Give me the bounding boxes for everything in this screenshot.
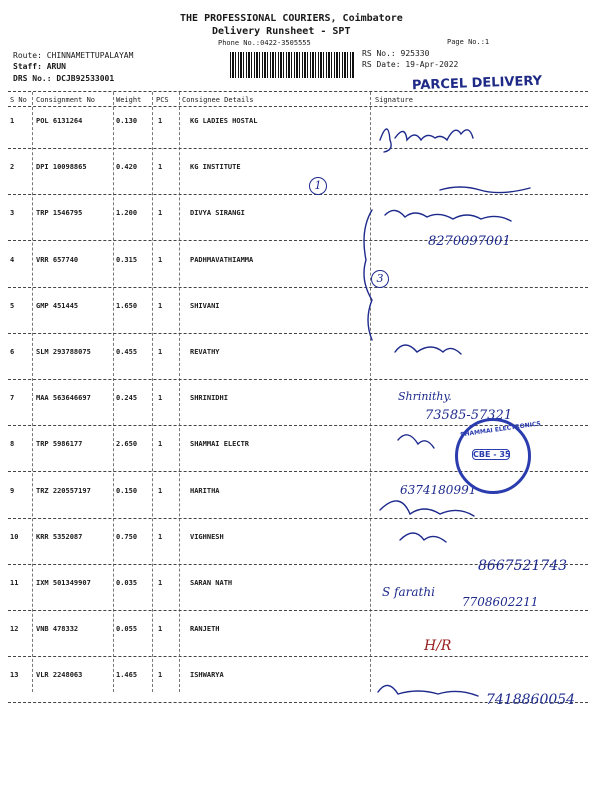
row-pcs: 1 [158, 486, 163, 495]
row-sno: 7 [10, 394, 15, 403]
row-consignment: TRZ 220557197 [36, 486, 91, 495]
row-sno: 13 [10, 671, 19, 680]
row-consignment: DPI 10098865 [36, 163, 87, 172]
parcel-delivery-stamp: PARCEL DELIVERY [411, 73, 543, 94]
row-pcs: 1 [158, 163, 163, 172]
drs-number: DRS No.: DCJB92533001 [13, 74, 115, 83]
row-consignment: GMP 451445 [36, 301, 79, 310]
row-consignee: KG INSTITUTE [190, 163, 241, 172]
row-consignment: VRR 657740 [36, 255, 79, 264]
row-pcs: 1 [158, 348, 163, 356]
circled-number-3: 3 [371, 270, 389, 288]
row-pcs: 1 [158, 394, 163, 403]
signature-10 [400, 533, 446, 542]
signature-3 [385, 210, 511, 221]
phone-row-11: 7708602211 [462, 595, 539, 609]
row-pcs: 1 [158, 671, 163, 680]
row-weight: 1.200 [116, 209, 138, 218]
row-sno: 9 [10, 486, 15, 495]
col-signature: Signature [375, 96, 413, 104]
row-sno: 5 [10, 301, 15, 310]
row-pcs: 1 [158, 255, 163, 264]
row-consignee: SHRINIDHI [190, 394, 228, 403]
rs-date: RS Date: 19-Apr-2022 [362, 60, 459, 69]
col-sno: S No [10, 96, 27, 104]
row-consignment: IXM 501349907 [36, 579, 91, 587]
stamp-code: CBE - 35 [473, 450, 511, 459]
page-number: Page No.:1 [447, 38, 490, 46]
row-sno: 11 [10, 579, 19, 587]
mark-row-12: H/R [424, 638, 452, 654]
row-sno: 4 [10, 255, 15, 264]
col-consignment: Consignment No [36, 96, 96, 104]
phone-row-9: 6374180991 [400, 483, 477, 497]
document-title: Delivery Runsheet - SPT [212, 26, 351, 37]
company-name: THE PROFESSIONAL COURIERS, Coimbatore [180, 13, 403, 24]
row-consignment: VNB 478332 [36, 625, 79, 634]
row-weight: 0.245 [116, 394, 138, 403]
row-sno: 10 [10, 532, 19, 541]
row-weight: 2.650 [116, 440, 138, 449]
row-weight: 0.315 [116, 255, 138, 264]
signature-1 [380, 129, 473, 152]
row-consignment: VLR 2248063 [36, 671, 83, 680]
row-consignee: PADHMAVATHIAMMA [190, 255, 254, 264]
row-consignee: RANJETH [190, 625, 220, 634]
row-sno: 3 [10, 209, 15, 218]
row-sno: 12 [10, 625, 19, 634]
row-pcs: 1 [158, 301, 163, 310]
col-pcs: PCS [156, 96, 169, 104]
row-consignee: DIVYA SIRANGI [190, 209, 245, 218]
name-row-7: Shrinithy. [398, 390, 452, 403]
row-pcs: 1 [158, 579, 163, 587]
row-consignment: KRR 5352087 [36, 532, 83, 541]
staff-label: Staff: ARUN [13, 62, 66, 71]
row-consignment: SLM 293788075 [36, 348, 91, 356]
route-label: Route: CHINNAMETTUPALAYAM [13, 51, 134, 60]
rs-number: RS No.: 925330 [362, 49, 430, 58]
row-consignee: REVATHY [190, 348, 220, 356]
row-weight: 0.035 [116, 579, 138, 587]
phone-row-3: 8270097001 [428, 234, 511, 249]
row-consignment: MAA 563646697 [36, 394, 91, 403]
row-sno: 6 [10, 348, 15, 356]
row-consignee: SARAN NATH [190, 579, 233, 587]
signature-8 [398, 435, 434, 448]
row-consignee: ISHWARYA [190, 671, 224, 680]
phone-row-13: 7418860054 [486, 692, 576, 708]
phone-row-10: 8667521743 [478, 558, 568, 574]
row-pcs: 1 [158, 209, 163, 218]
row-weight: 0.420 [116, 163, 138, 172]
row-consignment: POL 6131264 [36, 117, 83, 125]
row-weight: 0.055 [116, 625, 138, 634]
row-consignment: TRP 1546795 [36, 209, 83, 218]
row-pcs: 1 [158, 117, 163, 125]
row-weight: 0.150 [116, 486, 138, 495]
row-weight: 0.130 [116, 117, 138, 125]
signature-6 [395, 345, 461, 354]
row-pcs: 1 [158, 625, 163, 634]
phone-number: Phone No.:0422-3505555 [218, 39, 311, 47]
row-consignee: KG LADIES HOSTAL [190, 117, 258, 125]
signature-9 [380, 501, 474, 516]
row-weight: 0.455 [116, 348, 138, 356]
circled-number-1: 1 [309, 177, 327, 195]
signature-2 [440, 187, 530, 193]
stamp-name: SHAMMAI ELECTRONICS [459, 420, 542, 439]
phone-row-7: 73585-57321 [425, 408, 513, 423]
row-pcs: 1 [158, 532, 163, 541]
row-consignment: TRP 5986177 [36, 440, 83, 449]
row-sno: 2 [10, 163, 15, 172]
row-pcs: 1 [158, 440, 163, 449]
row-weight: 1.650 [116, 301, 138, 310]
name-row-11: S farathi [382, 585, 435, 599]
row-sno: 8 [10, 440, 15, 449]
row-sno: 1 [10, 117, 15, 125]
signature-13 [378, 685, 478, 696]
row-consignee: VIGHNESH [190, 532, 224, 541]
col-weight: Weight [116, 96, 142, 104]
row-consignee: SHAMMAI ELECTR [190, 440, 250, 449]
row-weight: 0.750 [116, 532, 138, 541]
col-consignee: Consignee Details [182, 96, 254, 104]
company-stamp [455, 418, 542, 494]
row-weight: 1.465 [116, 671, 138, 680]
row-consignee: HARITHA [190, 486, 220, 495]
row-consignee: SHIVANI [190, 301, 220, 310]
